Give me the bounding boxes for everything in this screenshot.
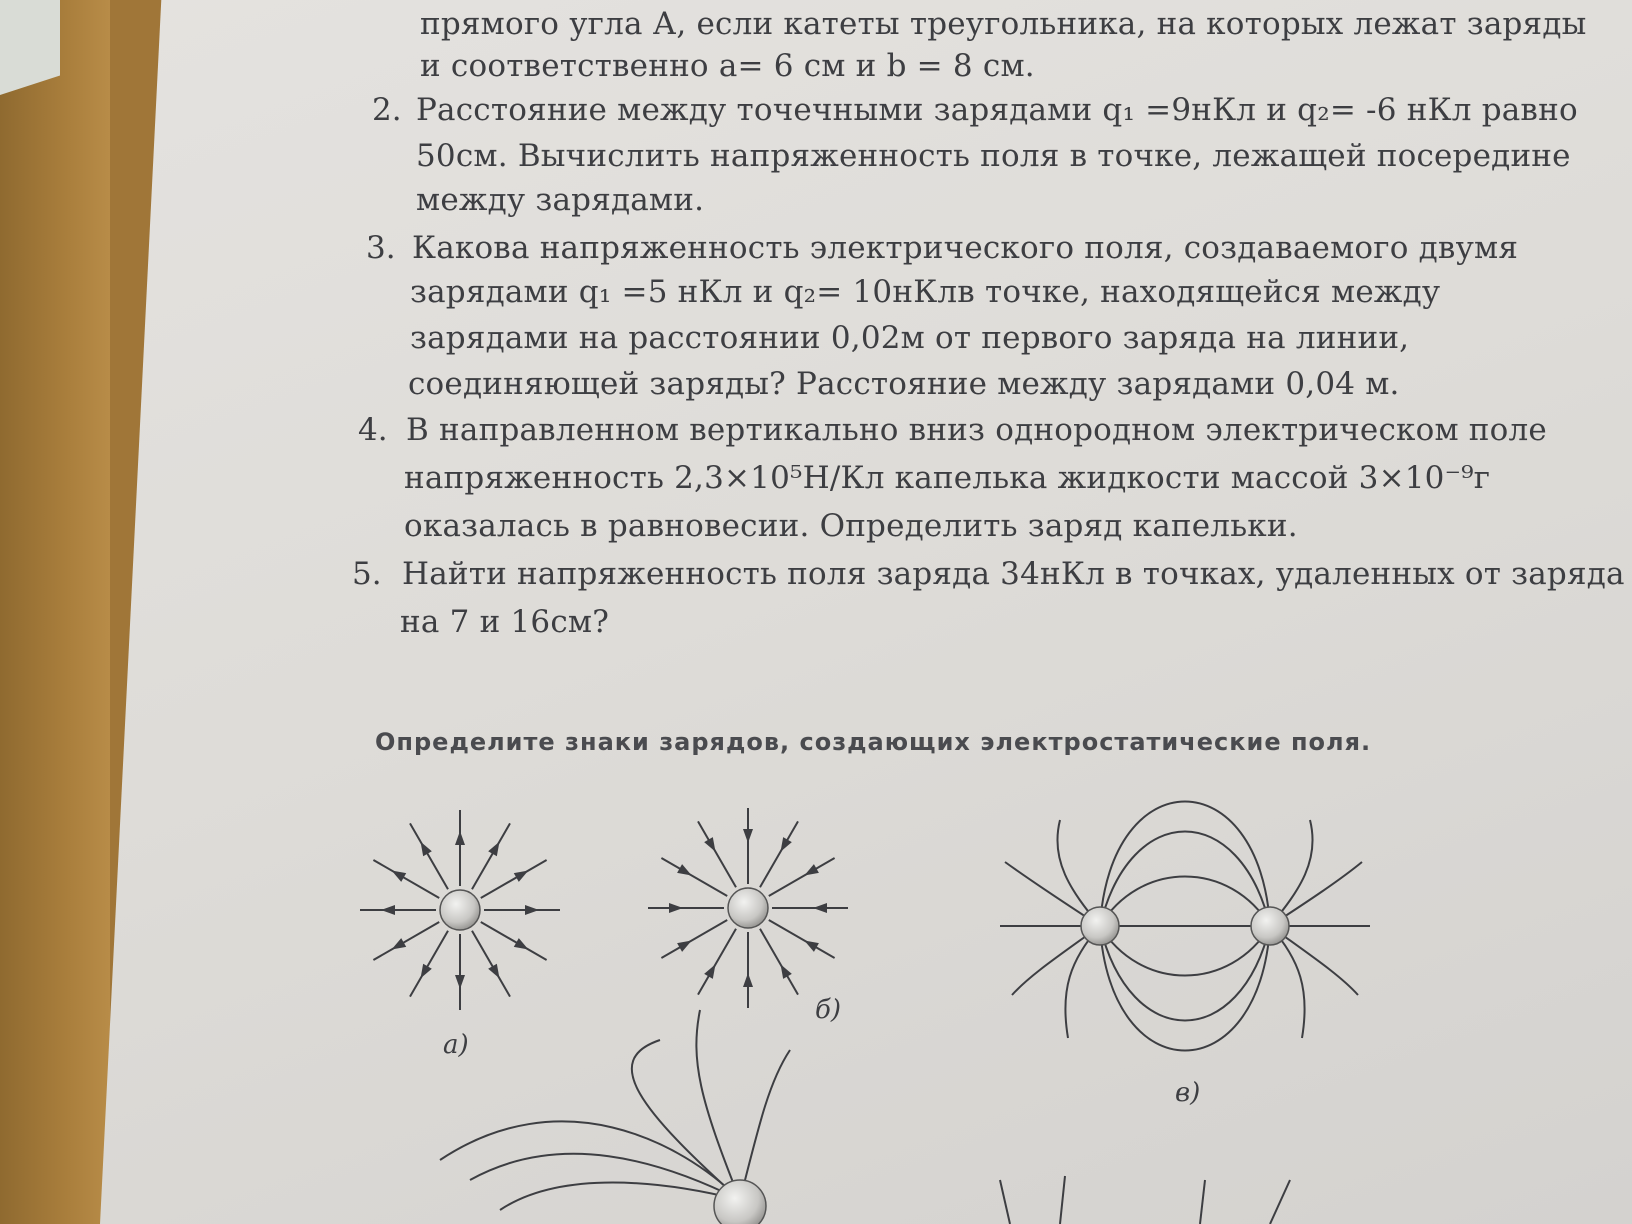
problem-5-line-2: на 7 и 16см? — [400, 604, 610, 640]
figure-bottom-left-field — [440, 1010, 790, 1224]
figure-b-arrow-icon — [704, 964, 715, 979]
figure-b-arrow-icon — [743, 829, 753, 843]
figure-a-arrow-icon — [488, 964, 499, 979]
figure-a-arrow-icon — [421, 842, 432, 857]
figure-a-field-line — [481, 922, 547, 960]
figure-a-field-line — [472, 931, 510, 997]
figure-a-arrow-icon — [525, 905, 539, 915]
figure-a-field-line — [373, 922, 439, 960]
problem-1-line-2: и соответственно a= 6 см и b = 8 см. — [420, 48, 1035, 84]
figure-b-field-line — [769, 920, 835, 958]
problem-2-line-2: 50см. Вычислить напряженность поля в точке, лежащей посередине — [416, 138, 1571, 174]
problem-3-number: 3. — [366, 230, 396, 266]
problem-5-line-1: Найти напряженность поля заряда 34нКл в точках, удаленных от заряда — [402, 556, 1625, 592]
figure-a-arrow-icon — [514, 871, 529, 882]
problem-3-line-4: соединяющей заряды? Расстояние между зарядами 0,04 м. — [408, 366, 1400, 402]
figure-b-arrow-icon — [704, 837, 715, 852]
figure-b-field-line — [698, 929, 736, 995]
figure-a-arrow-icon — [421, 964, 432, 979]
figure-a-arrow-icon — [514, 938, 529, 949]
section-title: Определите знаки зарядов, создающих электростатические поля. — [375, 728, 1372, 756]
figure-b-arrow-icon — [677, 941, 692, 952]
problem-2-line-1: Расстояние между точечными зарядами q₁ =9нКл и q₂= -6 нКл равно — [416, 92, 1578, 128]
figure-b-arrow-icon — [781, 837, 792, 852]
problem-3-line-2: зарядами q₁ =5 нКл и q₂= 10нКлв точке, находящейся между — [410, 274, 1441, 310]
problem-4-line-1: В направленном вертикально вниз однородном электрическом поле — [406, 412, 1547, 448]
problem-2-line-3: между зарядами. — [416, 182, 705, 218]
problem-2-number: 2. — [372, 92, 402, 128]
figure-b-field-line — [661, 920, 727, 958]
problem-3-line-1: Какова напряженность электрического поля, создаваемого двумя — [412, 230, 1519, 266]
figure-b-arrow-icon — [804, 864, 819, 875]
figure-a-field-line — [481, 860, 547, 898]
figure-a-arrow-icon — [392, 871, 407, 882]
figure-a-field-line — [410, 931, 448, 997]
figure-a-arrow-icon — [392, 938, 407, 949]
figure-a-arrow-icon — [455, 975, 465, 989]
figure-a-field-line — [373, 860, 439, 898]
figure-v-dipole-field — [1000, 802, 1370, 1051]
figure-bottom-right-field — [1000, 1176, 1290, 1224]
figure-a-arrow-icon — [381, 905, 395, 915]
figure-b-caption: б) — [815, 995, 842, 1025]
figure-b-field-line — [698, 821, 736, 887]
figure-b-field-line — [769, 858, 835, 896]
figure-b-arrow-icon — [813, 903, 827, 913]
problem-4-number: 4. — [358, 412, 388, 448]
figure-a-radial-field — [360, 810, 560, 1010]
figure-b-arrow-icon — [669, 903, 683, 913]
figure-b-arrow-icon — [677, 864, 692, 875]
figure-a-field-line — [472, 823, 510, 889]
figure-v-caption: в) — [1175, 1078, 1201, 1108]
figure-b-charge — [728, 888, 768, 928]
figure-b-arrow-icon — [781, 964, 792, 979]
figure-a-arrow-icon — [488, 842, 499, 857]
figure-b-field-line — [661, 858, 727, 896]
figure-a-caption: а) — [443, 1030, 469, 1060]
figure-b-field-line — [760, 929, 798, 995]
figure-b-arrow-icon — [743, 973, 753, 987]
problem-5-number: 5. — [352, 556, 382, 592]
figure-b-arrow-icon — [804, 941, 819, 952]
problem-4-line-2: напряженность 2,3×10⁵Н/Кл капелька жидкости массой 3×10⁻⁹г — [404, 460, 1491, 496]
figure-a-arrow-icon — [455, 831, 465, 845]
figure-b-field-line — [760, 821, 798, 887]
problem-1-line-1: прямого угла А, если катеты треугольника, на которых лежат заряды — [420, 6, 1587, 42]
problem-3-line-3: зарядами на расстоянии 0,02м от первого заряда на линии, — [410, 320, 1410, 356]
figure-b-radial-field — [648, 808, 848, 1008]
figure-a-charge — [440, 890, 480, 930]
problem-4-line-3: оказалась в равновесии. Определить заряд капельки. — [404, 508, 1298, 544]
figure-a-field-line — [410, 823, 448, 889]
